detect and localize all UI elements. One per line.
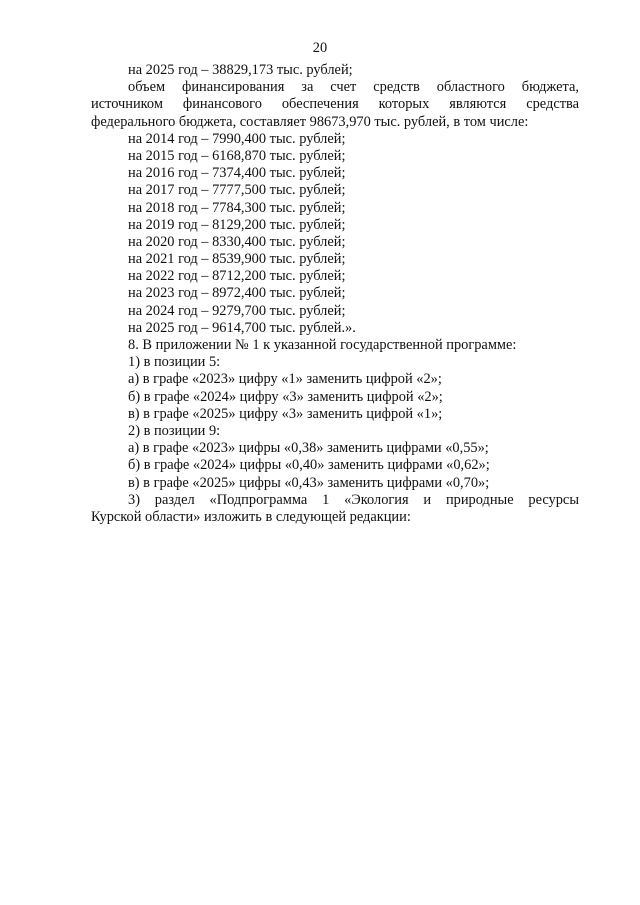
year-line: на 2017 год – 7777,500 тыс. рублей; [128, 182, 346, 199]
document-body [91, 62, 579, 526]
amendment-line: а) в графе «2023» цифру «1» заменить цифрой «2»; [128, 371, 442, 388]
amendment-line: а) в графе «2023» цифры «0,38» заменить цифрами «0,55»; [128, 440, 489, 457]
text-line: на 2025 год – 38829,173 тыс. рублей; [128, 62, 353, 78]
year-line: на 2015 год – 6168,870 тыс. рублей; [128, 147, 346, 164]
amendment-line: в) в графе «2025» цифры «0,43» заменить цифрами «0,70»; [128, 474, 490, 491]
year-line: на 2021 год – 8539,900 тыс. рублей; [128, 251, 346, 268]
amendment-line: в) в графе «2025» цифру «3» заменить цифрой «1»; [128, 405, 443, 422]
year-line: на 2023 год – 8972,400 тыс. рублей; [128, 285, 346, 302]
year-line: на 2014 год – 7990,400 тыс. рублей; [128, 130, 346, 147]
page-number: 20 [312, 40, 328, 56]
paragraph-line: источником финансового обеспечения которых являются средства [91, 96, 579, 113]
amendment-line: 2) в позиции 9: [128, 422, 221, 439]
amendment-line: б) в графе «2024» цифры «0,40» заменить цифрами «0,62»; [128, 457, 490, 474]
paragraph-line: Курской области» изложить в следующей редакции: [91, 508, 411, 525]
year-line: на 2025 год – 9614,700 тыс. рублей.». [128, 319, 356, 336]
amendment-line: 8. В приложении № 1 к указанной государственной программе: [128, 337, 517, 353]
year-line: на 2020 год – 8330,400 тыс. рублей; [128, 233, 346, 250]
year-line: на 2018 год – 7784,300 тыс. рублей; [128, 199, 346, 216]
year-line: на 2022 год – 8712,200 тыс. рублей; [128, 268, 346, 285]
paragraph-line: объем финансирования за счет средств областного бюджета, [128, 79, 579, 96]
paragraph-line: федерального бюджета, составляет 98673,970 тыс. рублей, в том числе: [91, 113, 529, 130]
paragraph-line: 3) раздел «Подпрограмма 1 «Экология и природные ресурсы [128, 491, 579, 508]
amendment-line: б) в графе «2024» цифру «3» заменить цифрой «2»; [128, 388, 443, 405]
year-line: на 2019 год – 8129,200 тыс. рублей; [128, 216, 346, 233]
year-line: на 2024 год – 9279,700 тыс. рублей; [128, 302, 346, 319]
amendment-line: 1) в позиции 5: [128, 354, 221, 371]
year-line: на 2016 год – 7374,400 тыс. рублей; [128, 165, 346, 182]
